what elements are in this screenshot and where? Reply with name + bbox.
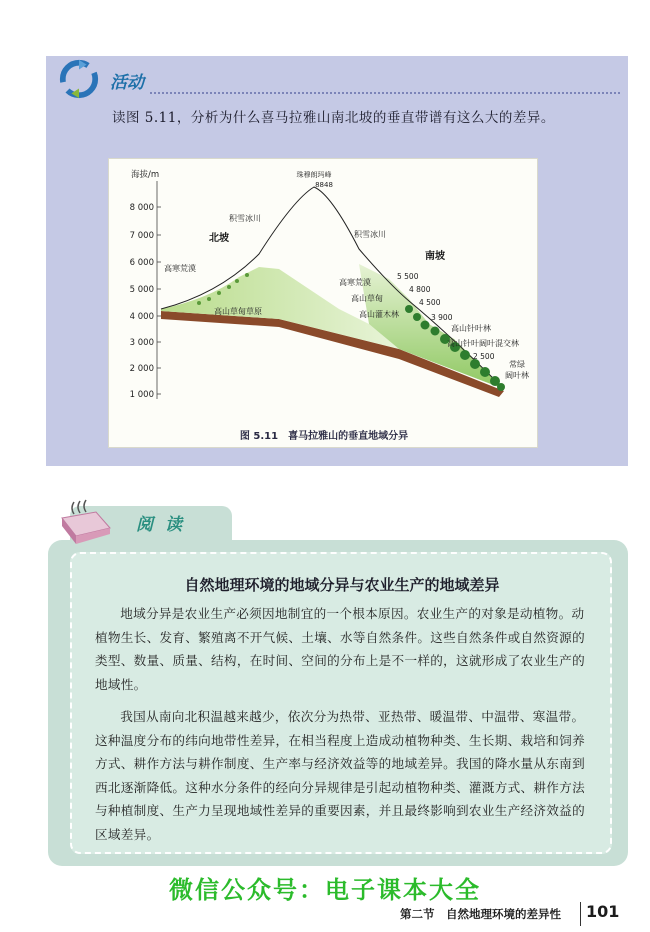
reading-label: 阅读	[136, 515, 194, 535]
p2-line-5: 与种植制度、生产力呈现地域性差异的重要因素，并且最终影响到农业生产经济效益的	[95, 803, 585, 818]
alt-2500: 2 500	[473, 352, 495, 361]
figure-5-11	[108, 158, 538, 448]
alt-5500: 5 500	[397, 272, 419, 281]
north-zone-desert: 高寒荒漠	[164, 264, 196, 273]
south-zone-meadow: 高山草甸	[351, 294, 383, 303]
book-icon	[56, 498, 116, 544]
south-slope-label: 南坡	[425, 251, 445, 262]
y-tick-5000: 5 000	[129, 285, 154, 295]
p2-line-4: 西北逐渐降低。这种水分条件的经向分异规律是引起动植物种类、灌溉方式、耕作方法	[95, 779, 585, 795]
y-tick-6000: 6 000	[129, 258, 154, 268]
activity-task: 读图 5.11，分析为什么喜马拉雅山南北坡的垂直带谱有这么大的差异。	[112, 110, 555, 126]
page-number: 101	[586, 902, 620, 921]
south-zone-mixed: 高山针叶阔叶混交林	[447, 339, 519, 348]
p1-line-2: 植物生长、发育、繁殖离不开气候、土壤、水等自然条件。这些自然条件或自然资源的	[95, 629, 585, 645]
footer-section: 第二节 自然地理环境的差异性	[400, 907, 561, 921]
cycle-icon	[58, 58, 100, 100]
north-zone-snow: 积雪冰川	[229, 214, 261, 223]
south-zone-conifer: 高山针叶林	[451, 324, 491, 333]
mountain-profile-diagram	[109, 159, 539, 424]
y-tick-7000: 7 000	[129, 231, 154, 241]
y-tick-8000: 8 000	[129, 203, 154, 213]
activity-label: 活动	[110, 73, 144, 93]
south-zone-broadleaf: 阔叶林	[505, 371, 529, 380]
y-tick-3000: 3 000	[129, 338, 154, 348]
y-tick-1000: 1 000	[129, 390, 154, 400]
alt-4500: 4 500	[419, 298, 441, 307]
paragraph-2	[95, 705, 605, 846]
p1-line-1: 地域分异是农业生产必须因地制宜的一个根本原因。农业生产的对象是动植物。动	[120, 606, 585, 621]
p2-line-3: 方式、耕作方法与耕作制度、生产率与经济效益等的地域差异。我国的降水量从东南到	[95, 756, 585, 771]
south-zone-shrub: 高山灌木林	[359, 310, 399, 319]
peak-name: 珠穆朗玛峰	[296, 171, 332, 179]
south-zone-evergreen: 常绿	[509, 360, 525, 369]
y-tick-4000: 4 000	[129, 312, 154, 322]
p1-line-4: 地域性。	[95, 676, 147, 692]
south-zone-snow: 积雪冰川	[354, 230, 386, 239]
alt-4800: 4 800	[409, 285, 431, 294]
peak-height: 8848	[315, 181, 333, 189]
y-axis-label: 海拔/m	[131, 170, 160, 180]
p2-line-2: 这种温度分布的纬向地带性差异，在相当程度上造成动植物种类、生长期、栽培和饲养	[95, 732, 585, 748]
south-zone-desert: 高寒荒漠	[339, 278, 371, 287]
reading-title: 自然地理环境的地域分异与农业生产的地域差异	[184, 576, 500, 594]
y-tick-2000: 2 000	[129, 364, 154, 374]
figure-caption: 图 5.11 喜马拉雅山的垂直地域分异	[239, 431, 409, 442]
footer-separator	[580, 902, 581, 926]
alt-3900: 3 900	[431, 313, 453, 322]
north-zone-meadow: 高山草甸草原	[214, 307, 262, 316]
p1-line-3: 类型、数量、质量、结构，在时间、空间的分布上是不一样的，这就形成了农业生产的	[95, 653, 585, 668]
north-slope-label: 北坡	[209, 233, 229, 244]
watermark: 微信公众号：电子课本大全	[169, 876, 481, 904]
p2-line-6: 区域差异。	[95, 826, 160, 842]
p2-line-1: 我国从南向北积温越来越少，依次分为热带、亚热带、暖温带、中温带、寒温带。	[120, 709, 585, 724]
dotted-divider	[150, 92, 620, 94]
paragraph-1	[95, 602, 605, 696]
